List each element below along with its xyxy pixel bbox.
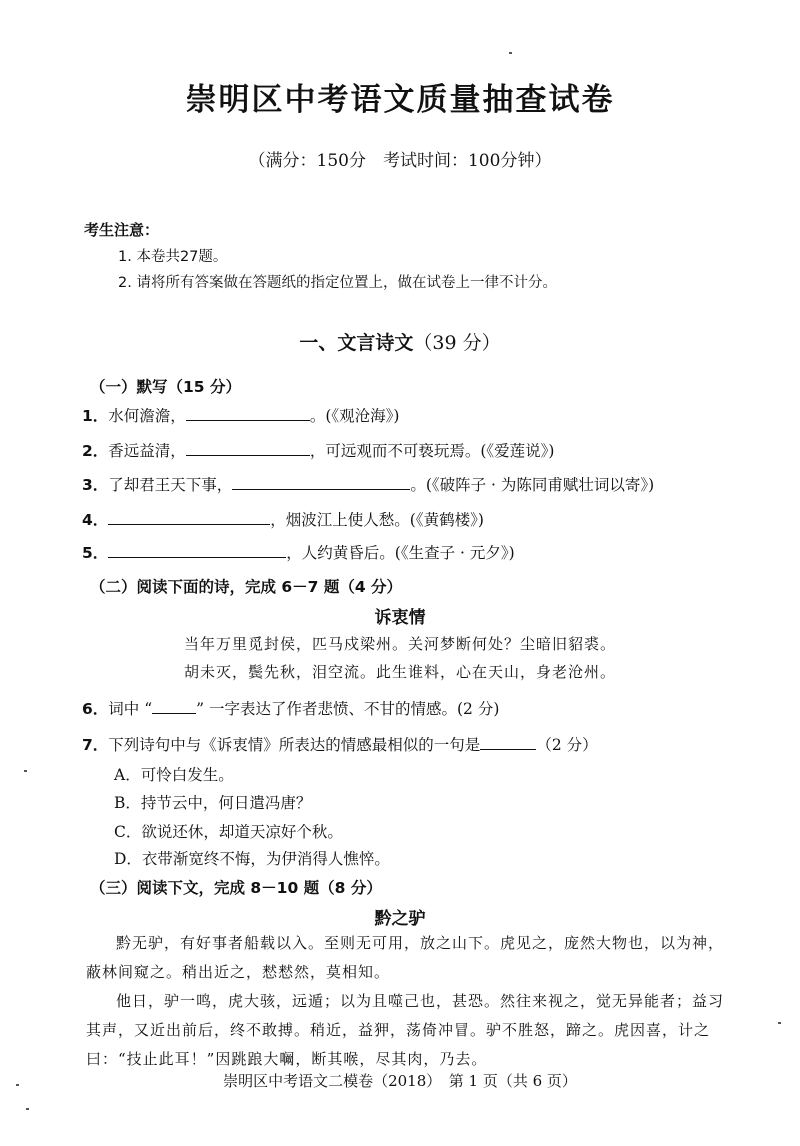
exam-title: 崇明区中考语文质量抽查试卷 [185, 82, 615, 118]
notice-item-2: 2. 请将所有答案做在答题纸的指定位置上，做在试卷上一律不计分。 [118, 275, 557, 291]
answer-blank [152, 699, 196, 714]
notice-item-1: 1. 本卷共27题。 [118, 249, 228, 265]
passage-paragraph-2: 他日，驴一鸣，虎大骇，远遁；以为且噬己也，甚恐。然往来视之，觉无异能者；益习其声，又近出前后，终不敢搏。稍近，益狎，荡倚冲冒。驴不胜怒，蹄之。虎因喜，计之曰：“技止此耳！”因跳踉大㘎，断其喉，尽其肉，乃去。 [86, 992, 725, 1068]
answer-blank [232, 475, 410, 490]
answer-blank [480, 735, 536, 750]
answer-blank [108, 510, 270, 525]
notice-heading: 考生注意： [84, 221, 160, 239]
exam-subtitle: （满分：150分 考试时间：100分钟） [248, 151, 552, 171]
answer-blank [186, 406, 310, 421]
question-5 [82, 541, 515, 563]
page-footer: 崇明区中考语文二模卷（2018） 第 1 页（共 6 页） [223, 1072, 577, 1090]
question-text: 水何澹澹， [108, 407, 186, 425]
section-number: 一、文言诗文 [299, 332, 414, 354]
scan-speck [26, 1108, 29, 1110]
question-source: ，人约黄昏后。(《生查子 · 元夕》) [286, 544, 515, 562]
scan-speck [24, 770, 27, 772]
question-6 [82, 697, 499, 719]
section-heading [0, 328, 800, 355]
question-7 [82, 733, 598, 755]
part3-heading: （三）阅读下文，完成 8－10 题（8 分） [90, 879, 382, 897]
poem-line-2: 胡未灭，鬓先秋，泪空流。此生谁料，心在天山，身老沧州。 [183, 663, 616, 681]
question-3 [82, 473, 654, 495]
section-score: （39 分） [413, 332, 501, 354]
question-4 [82, 508, 484, 530]
option-a: A．可怜白发生。 [114, 766, 234, 784]
question-number: 2． [82, 442, 109, 460]
scan-speck [778, 1022, 781, 1024]
question-source: 。(《观沧海》) [309, 407, 400, 425]
question-text: 词中 “ [108, 700, 153, 718]
question-number: 3． [82, 476, 109, 494]
question-text-end: ” 一字表达了作者悲愤、不甘的情感。(2 分) [196, 700, 500, 718]
question-text: 香远益清， [108, 442, 186, 460]
question-source: ，烟波江上使人愁。(《黄鹤楼》) [270, 511, 484, 529]
question-source: 。(《破阵子 · 为陈同甫赋壮词以寄》) [410, 476, 655, 494]
passage-paragraph-1: 黔无驴，有好事者船载以入。至则无可用，放之山下。虎见之，庞然大物也，以为神，蔽林间窥之。稍出近之，慭慭然，莫相知。 [86, 934, 725, 981]
part2-heading: （二）阅读下面的诗，完成 6－7 题（4 分） [90, 578, 403, 596]
question-text: 下列诗句中与《诉衷情》所表达的情感最相似的一句是 [108, 736, 481, 754]
question-2 [82, 439, 554, 461]
option-c: C．欲说还休，却道天凉好个秋。 [114, 823, 343, 841]
answer-blank [108, 543, 286, 558]
passage-title: 黔之驴 [374, 909, 426, 929]
question-source: ，可远观而不可亵玩焉。(《爱莲说》) [309, 442, 555, 460]
poem-title: 诉衷情 [374, 608, 426, 628]
question-score: （2 分） [536, 736, 598, 754]
question-number: 7． [82, 736, 109, 754]
answer-blank [186, 441, 310, 456]
question-number: 4． [82, 511, 109, 529]
option-b: B．持节云中，何日遣冯唐？ [114, 794, 312, 812]
question-text: 了却君王天下事， [108, 476, 233, 494]
option-d: D．衣带渐宽终不悔，为伊消得人憔悴。 [114, 850, 390, 868]
scan-speck [509, 52, 512, 54]
question-number: 6． [82, 700, 109, 718]
question-number: 5． [82, 544, 109, 562]
scan-speck [16, 1084, 19, 1086]
question-number: 1． [82, 407, 109, 425]
poem-line-1: 当年万里觅封侯，匹马戍梁州。关河梦断何处？尘暗旧貂裘。 [183, 635, 616, 653]
part1-heading: （一）默写（15 分） [90, 378, 241, 396]
question-1 [82, 404, 399, 426]
